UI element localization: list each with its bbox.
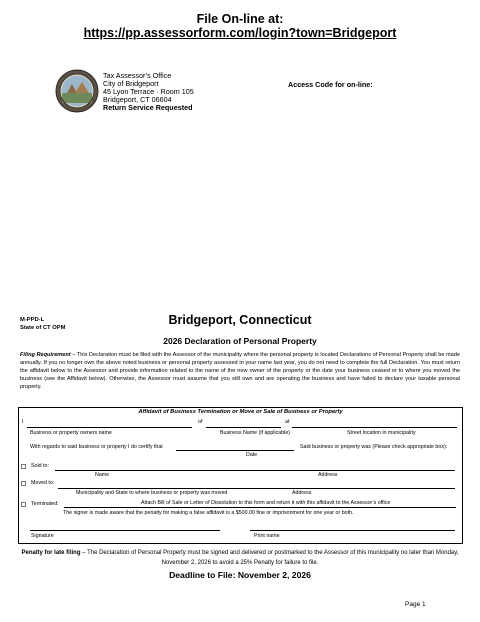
terminated-label: Terminated:: [31, 501, 59, 507]
office-citystate: Bridgeport, CT 06604: [103, 95, 172, 105]
owner-name-field[interactable]: [27, 427, 192, 428]
signature-label: Signature: [31, 533, 54, 539]
access-code-label: Access Code for on-line:: [288, 80, 373, 89]
late-filing-text: – The Declaration of Personal Property must be signed and delivered or postmarked to the Assessor of this municipality no later than Monday, November 2, 2026 to avoid a 25% Penalty for failure to file.: [80, 550, 459, 566]
sold-to-field[interactable]: [55, 470, 455, 471]
late-filing-lead: Penalty for late filing: [21, 550, 81, 556]
sold-to-checkbox[interactable]: [21, 464, 26, 469]
signature-field[interactable]: [30, 530, 220, 531]
moved-to-municipality-label: Municipality and State to where business or property was moved: [76, 490, 228, 496]
said-business-statement: Said business or property was (Please check appropriate box):: [300, 444, 448, 450]
business-name-field[interactable]: [206, 427, 281, 428]
filing-requirement-paragraph: [20, 351, 460, 391]
moved-to-checkbox[interactable]: [21, 481, 26, 486]
late-filing-penalty: [15, 549, 465, 568]
return-service-note: Return Service Requested: [103, 103, 193, 113]
attach-instruction: Attach Bill of Sale or Letter of Dissolution to this form and return it with this affidavit to the Assessor’s office: [141, 500, 391, 506]
assessor-address-block: [103, 72, 194, 112]
filing-requirement-lead: Filing Requirement: [20, 352, 71, 358]
false-affidavit-warning: The signer is made aware that the penalty for making a false affidavit is a $500.00 fine or imprisonment for one year or both.: [63, 510, 354, 516]
page-number: Page 1: [405, 601, 426, 608]
affidavit-of: of: [198, 419, 203, 425]
sold-to-name-label: Name: [95, 472, 110, 478]
print-name-label: Print name: [254, 533, 280, 539]
form-state: State of CT OPM: [20, 324, 66, 331]
office-name: Tax Assessor’s Office: [103, 71, 172, 80]
street-location-field[interactable]: [292, 427, 457, 428]
form-code: M-PPD-L: [20, 317, 45, 323]
street-location-label: Street location in municipality: [347, 430, 416, 436]
owner-name-label: Business or property owners name: [30, 430, 112, 436]
sold-to-label: Sold to:: [31, 463, 49, 469]
terminated-checkbox[interactable]: [21, 502, 26, 507]
filing-requirement-text: – This Declaration must be filed with the Assessor of the municipality where the personal property is located Declarations of Personal Property shall be made annually. If you no longer own the above noted business or personal property assessed in your name last year, you do not need to complete the full Declaration. You must return the affidavit below to the Assessor and provide information related to the name of the new owner of the property or the date your business ceased or to where you moved the business (see the Affidavit below). Otherwise, the Assessor must assume that you still own and are operating the business and have failed to declare your taxable personal property.: [20, 352, 460, 390]
moved-to-label: Moved to:: [31, 480, 55, 486]
sold-to-address-label: Address: [318, 472, 338, 478]
city-seal-icon: [55, 69, 99, 113]
terminated-field[interactable]: [64, 507, 456, 508]
online-filing-url[interactable]: https://pp.assessorform.com/login?town=Bridgeport: [83, 26, 397, 40]
office-city: City of Bridgeport: [103, 79, 159, 89]
office-street: 45 Lyon Terrace · Room 105: [103, 87, 194, 97]
date-field[interactable]: [176, 450, 294, 451]
declaration-title: 2026 Declaration of Personal Property: [163, 336, 317, 346]
city-title: Bridgeport, Connecticut: [168, 313, 312, 327]
print-name-field[interactable]: [250, 530, 455, 531]
online-filing-heading: File On-line at:: [196, 12, 284, 26]
affidavit-heading: Affidavit of Business Termination or Move or Sale of Business or Property: [138, 409, 343, 415]
filing-deadline: Deadline to File: November 2, 2026: [169, 570, 311, 580]
moved-to-address-label: Address: [292, 490, 312, 496]
business-name-label: Business Name (if applicable): [220, 430, 291, 436]
affidavit-i: I: [22, 419, 24, 425]
date-label: Date: [246, 452, 258, 458]
moved-to-field[interactable]: [58, 488, 455, 489]
certify-statement: With regards to said business or property I do certify that: [30, 444, 163, 450]
affidavit-at: at: [285, 419, 290, 425]
